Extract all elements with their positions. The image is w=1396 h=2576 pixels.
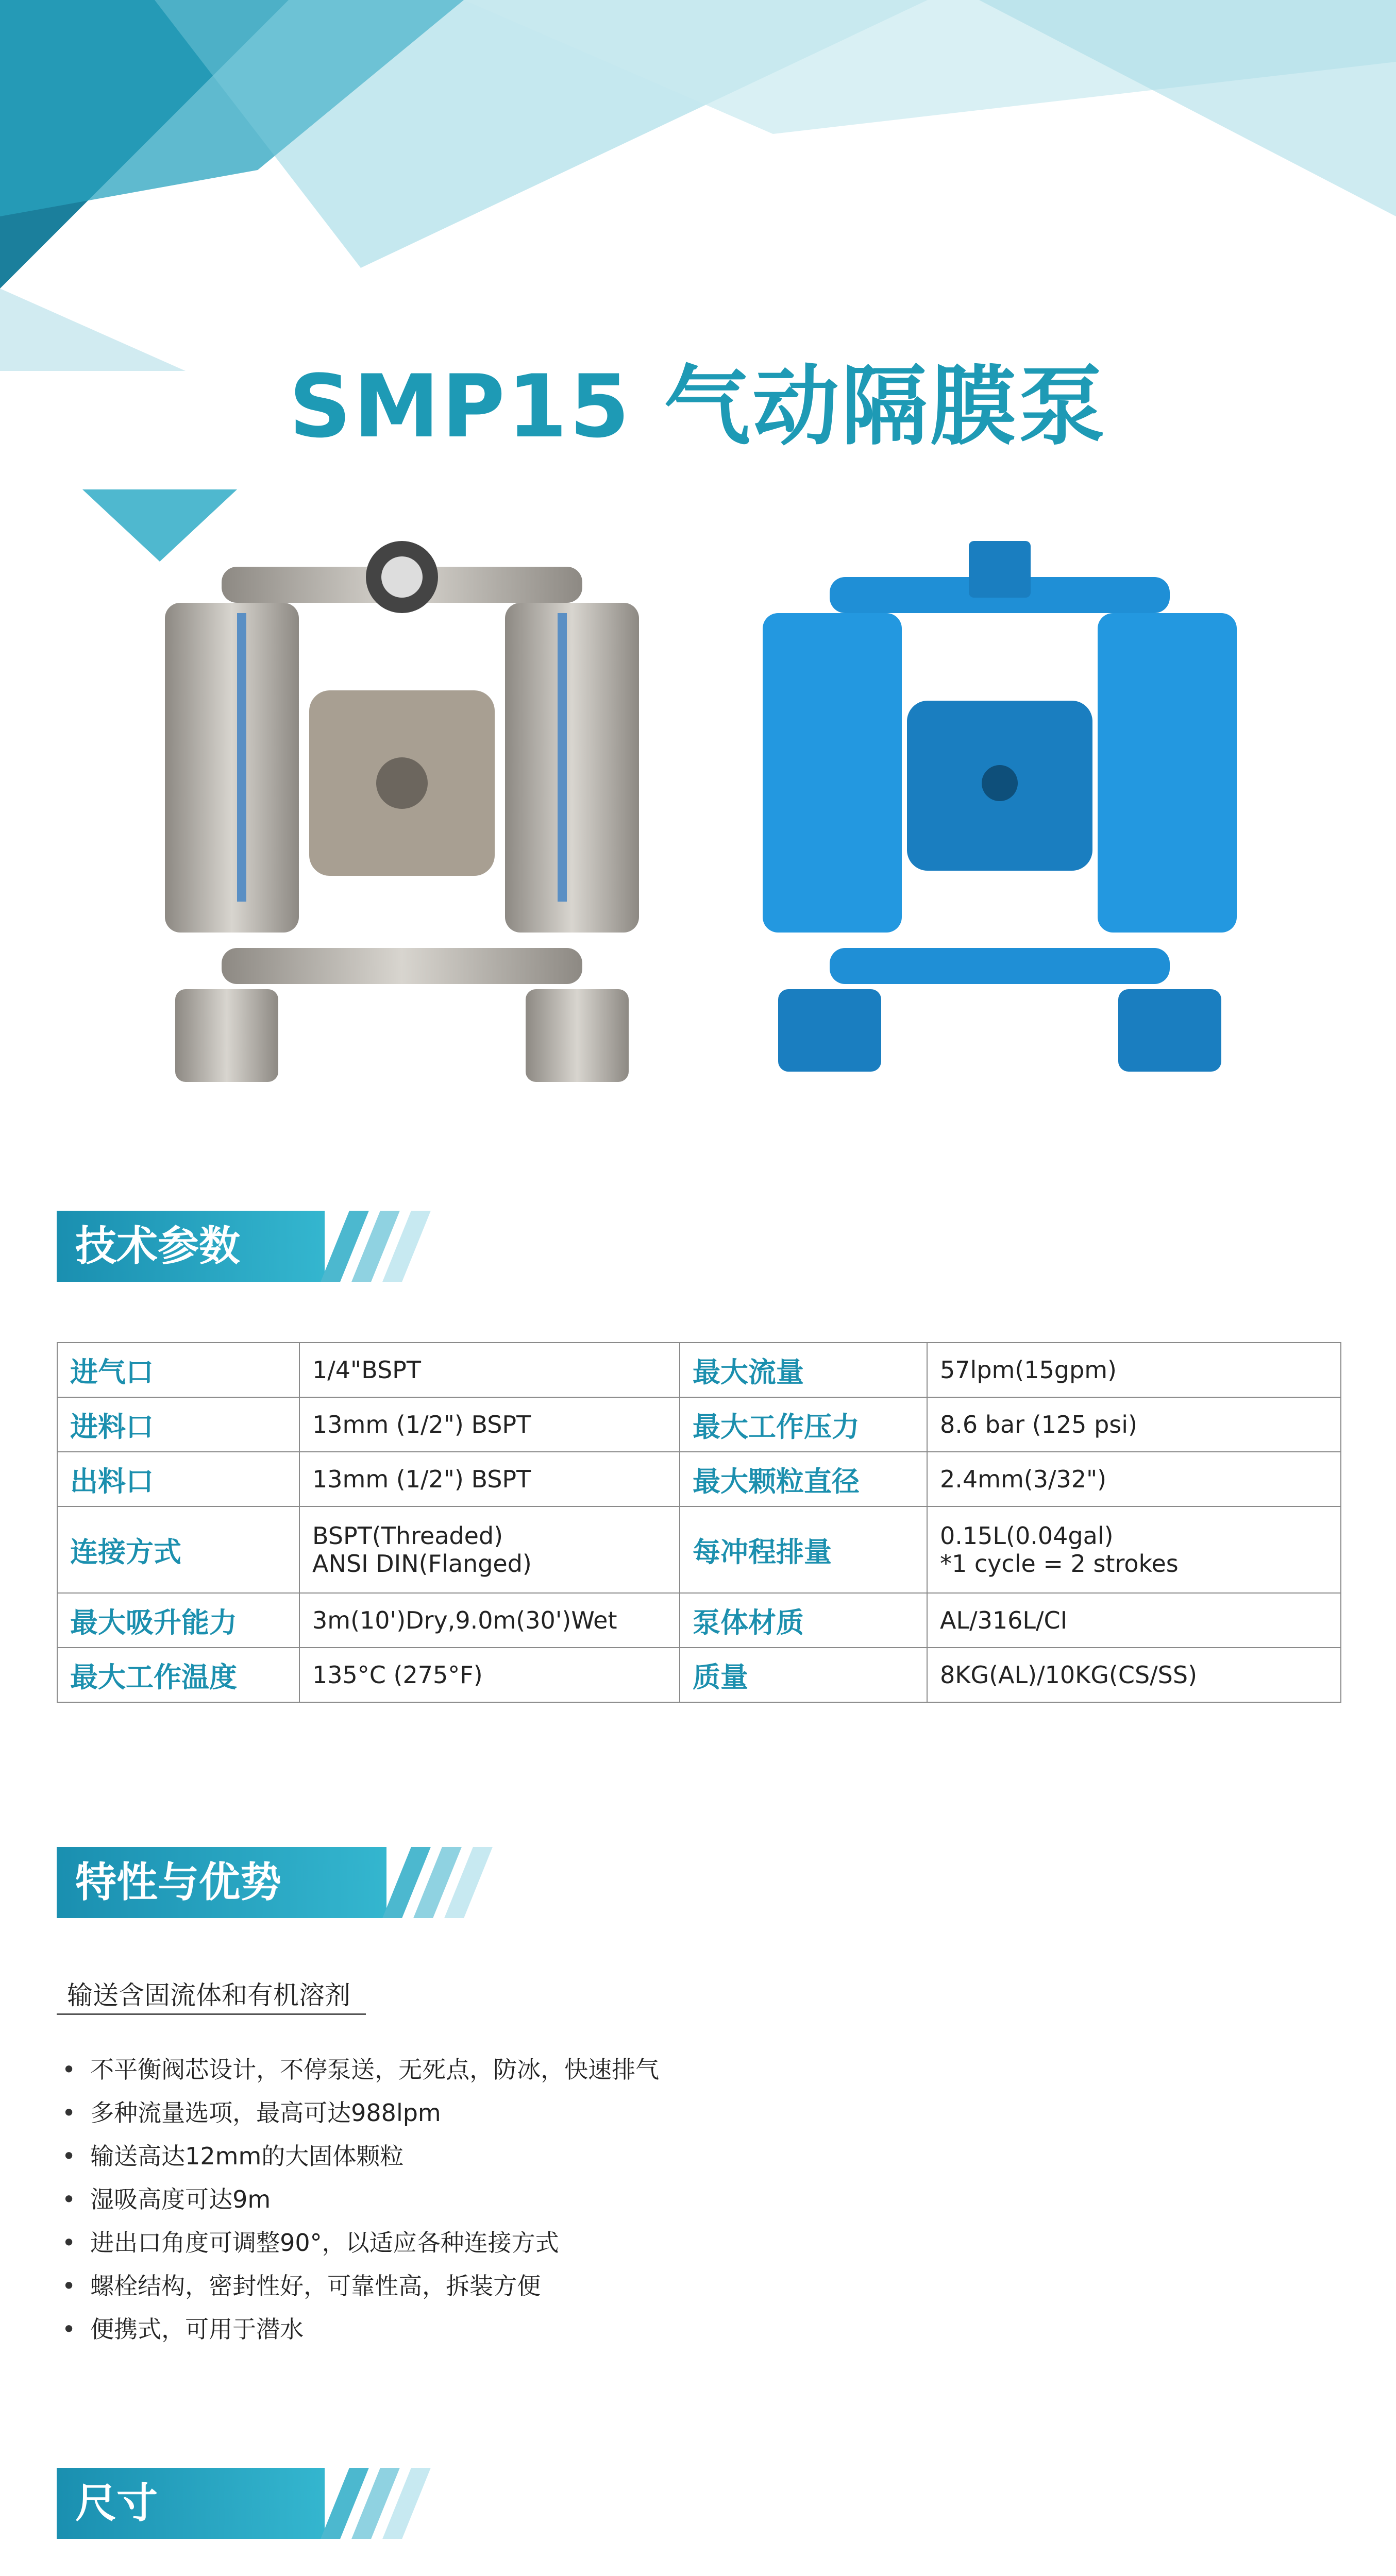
stainless-pump-image	[144, 536, 660, 1097]
spec-value: 8.6 bar (125 psi)	[927, 1397, 1341, 1452]
section-banner-features	[57, 1847, 428, 1918]
top-decoration	[0, 0, 1396, 371]
table-row	[57, 1397, 680, 1452]
table-row	[57, 1343, 680, 1397]
table-row	[57, 1648, 680, 1702]
spec-key: 每冲程排量	[680, 1506, 927, 1593]
table-row	[57, 1452, 680, 1506]
table-row	[680, 1593, 1341, 1648]
spec-value: 13mm (1/2") BSPT	[299, 1452, 680, 1506]
list-item: • 便携式，可用于潜水	[62, 2308, 659, 2351]
spec-key: 进气口	[57, 1343, 299, 1397]
spec-value	[927, 1506, 1341, 1593]
list-item: • 不平衡阀芯设计，不停泵送，无死点，防冰，快速排气	[62, 2048, 659, 2091]
spec-key: 最大工作温度	[57, 1648, 299, 1702]
list-item: • 多种流量选项，最高可达988lpm	[62, 2091, 659, 2134]
page-title: SMP15 气动隔膜泵	[289, 356, 1107, 457]
spec-value-line: BSPT(Threaded)	[312, 1522, 503, 1550]
table-row	[57, 1506, 680, 1593]
list-item: • 输送高达12mm的大固体颗粒	[62, 2134, 659, 2178]
spec-value: 135°C (275°F)	[299, 1648, 680, 1702]
spec-value-line: *1 cycle = 2 strokes	[940, 1550, 1179, 1578]
list-item: • 螺栓结构，密封性好，可靠性高，拆装方便	[62, 2264, 659, 2308]
list-item: • 湿吸高度可达9m	[62, 2178, 659, 2221]
table-row	[680, 1648, 1341, 1702]
table-row	[680, 1343, 1341, 1397]
table-row	[57, 1593, 680, 1648]
spec-key: 出料口	[57, 1452, 299, 1506]
table-row	[680, 1452, 1341, 1506]
section-title-dimensions: 尺寸	[75, 2479, 158, 2527]
spec-value: 3m(10')Dry,9.0m(30')Wet	[299, 1593, 680, 1648]
spec-value	[299, 1506, 680, 1593]
spec-key: 最大流量	[680, 1343, 927, 1397]
list-item: • 进出口角度可调整90°，以适应各种连接方式	[62, 2221, 659, 2264]
section-title-tech: 技术参数	[75, 1222, 240, 1270]
features-intro: 输送含固流体和有机溶剂	[57, 1977, 366, 2015]
spec-value: 57lpm(15gpm)	[927, 1343, 1341, 1397]
spec-table-left	[57, 1342, 680, 1703]
table-row	[680, 1506, 1341, 1593]
spec-table-right	[679, 1342, 1341, 1703]
spec-key: 泵体材质	[680, 1593, 927, 1648]
spec-key: 最大工作压力	[680, 1397, 927, 1452]
section-banner-tech	[57, 1211, 428, 1282]
blue-pump-image	[742, 536, 1257, 1082]
section-banner-dimensions	[57, 2468, 428, 2539]
section-title-features: 特性与优势	[75, 1858, 281, 1906]
spec-key: 质量	[680, 1648, 927, 1702]
spec-key: 最大吸升能力	[57, 1593, 299, 1648]
table-row	[680, 1397, 1341, 1452]
spec-key: 进料口	[57, 1397, 299, 1452]
spec-key: 连接方式	[57, 1506, 299, 1593]
features-list	[62, 2048, 659, 2351]
spec-value: 2.4mm(3/32")	[927, 1452, 1341, 1506]
spec-value: 13mm (1/2") BSPT	[299, 1397, 680, 1452]
spec-value-line: 0.15L(0.04gal)	[940, 1522, 1114, 1550]
spec-value: 1/4"BSPT	[299, 1343, 680, 1397]
spec-value: 8KG(AL)/10KG(CS/SS)	[927, 1648, 1341, 1702]
spec-value-line: ANSI DIN(Flanged)	[312, 1550, 532, 1578]
spec-key: 最大颗粒直径	[680, 1452, 927, 1506]
spec-value: AL/316L/CI	[927, 1593, 1341, 1648]
